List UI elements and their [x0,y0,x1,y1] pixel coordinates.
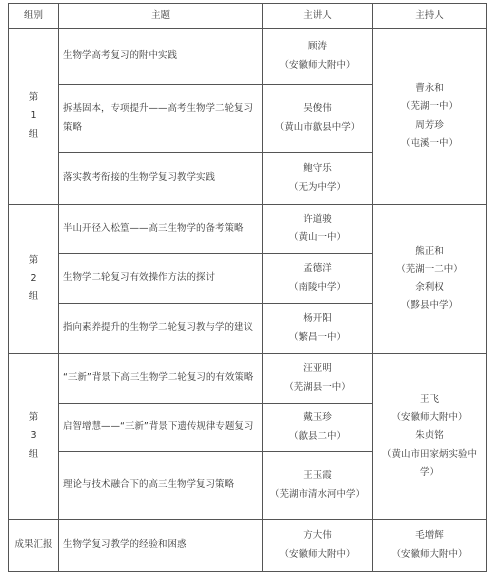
speaker-cell: 顾涛 （安徽师大附中） [263,29,373,85]
table-row [9,520,487,572]
topic-cell: 落实教考衔接的生物学复习教学实践 [59,153,263,205]
speaker-cell: 杨开阳 （繁昌一中） [263,304,373,354]
group-3-host: 王飞 （安徽师大附中） 朱贞铭 （黄山市田家炳实验中学） [373,354,487,520]
schedule-wrapper [8,3,487,572]
speaker-cell: 汪亚明 （芜湖县一中） [263,354,373,404]
topic-cell: 理论与技术融合下的高三生物学复习策略 [59,452,263,520]
group-2-host: 熊正和 （芜湖一二中） 余利权 （黟县中学） [373,205,487,354]
summary-label: 成果汇报 [9,520,59,572]
group-1-host: 曹永和 （芜湖一中） 周芳珍 （屯溪一中） [373,29,487,205]
group-2-label: 第 2 组 [9,205,59,354]
speaker-cell: 戴玉珍 （歙县二中） [263,404,373,452]
header-row [9,4,487,29]
speaker-cell: 方大伟 （安徽师大附中） [263,520,373,572]
speaker-cell: 孟德洋 （南陵中学） [263,254,373,304]
topic-cell: 指向素养提升的生物学二轮复习教与学的建议 [59,304,263,354]
schedule-table [8,3,487,572]
header-host: 主持人 [373,4,487,29]
header-topic: 主题 [59,4,263,29]
speaker-cell: 许道骏 （黄山一中） [263,205,373,254]
topic-cell: 半山开径入松篁——高三生物学的备考策略 [59,205,263,254]
speaker-cell: 鲍守乐 （无为中学） [263,153,373,205]
table-row [9,205,487,254]
topic-cell: 生物学高考复习的附中实践 [59,29,263,85]
topic-cell: 生物学复习教学的经验和困惑 [59,520,263,572]
speaker-cell: 王玉霞 （芜湖市清水河中学） [263,452,373,520]
speaker-cell: 吴俊伟 （黄山市歙县中学） [263,85,373,153]
topic-cell: 启智增慧——“三新”背景下遗传规律专题复习 [59,404,263,452]
topic-cell: “三新”背景下高三生物学二轮复习的有效策略 [59,354,263,404]
table-row [9,354,487,404]
table-row [9,29,487,85]
group-3-label: 第 3 组 [9,354,59,520]
header-speaker: 主讲人 [263,4,373,29]
group-1-label: 第 1 组 [9,29,59,205]
topic-cell: 拆基固本，专项提升——高考生物学二轮复习策略 [59,85,263,153]
summary-host: 毛增辉 （安徽师大附中） [373,520,487,572]
header-group: 组别 [9,4,59,29]
topic-cell: 生物学二轮复习有效操作方法的探讨 [59,254,263,304]
